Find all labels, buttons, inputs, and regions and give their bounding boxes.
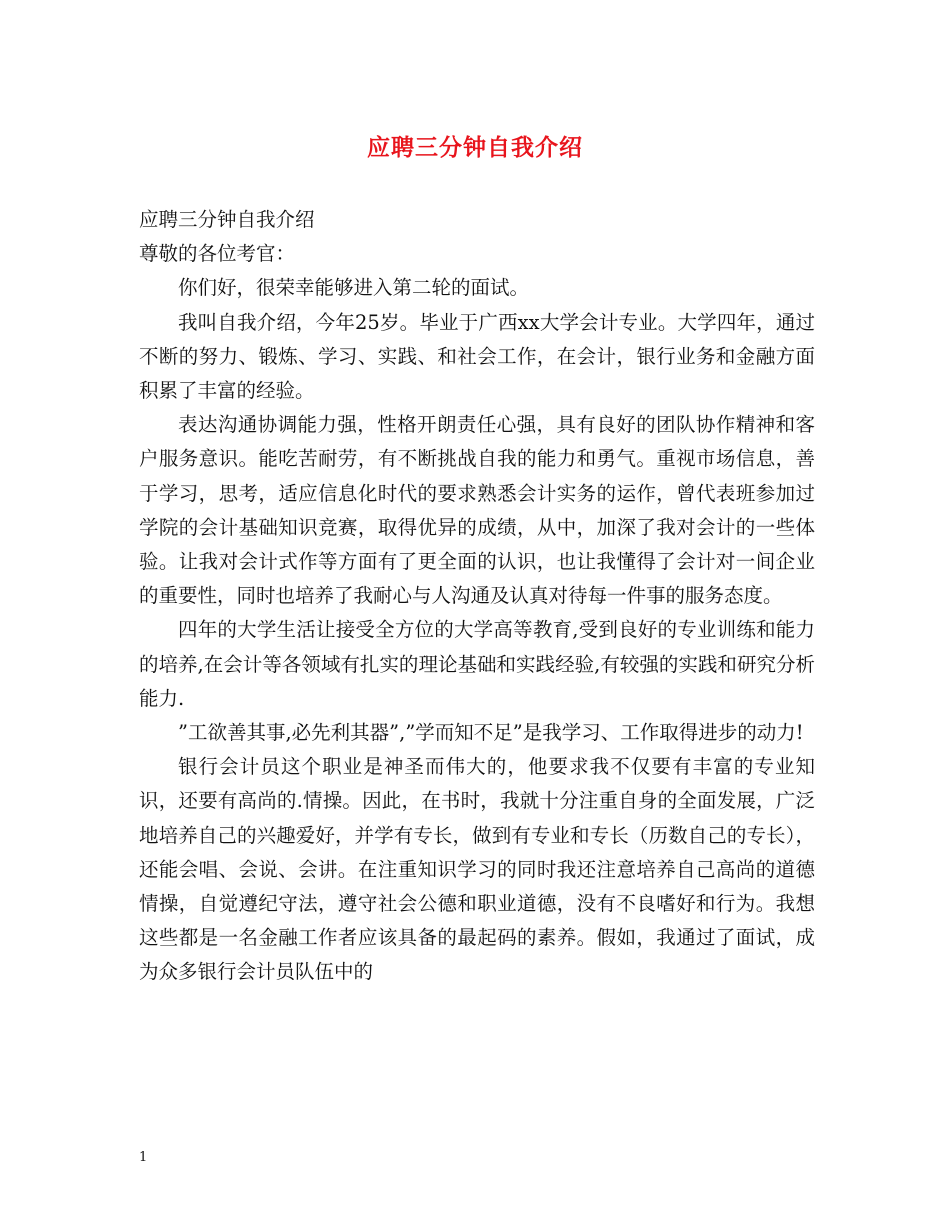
paragraph: 你们好，很荣幸能够进入第二轮的面试。 <box>178 276 530 300</box>
document-body <box>139 203 815 990</box>
paragraph: 四年的大学生活让接受全方位的大学高等教育,受到良好的专业训练和能力的培养,在会计等各领域有扎实的理论基础和实践经验,有较强的实践和研究分析能力. <box>139 618 815 710</box>
paragraph: ”工欲善其事,必先利其器”,”学而知不足”是我学习、工作取得进步的动力! <box>178 721 804 745</box>
paragraph: 应聘三分钟自我介绍 <box>139 208 315 231</box>
paragraph: 尊敬的各位考官： <box>139 242 296 266</box>
paragraph: 表达沟通协调能力强，性格开朗责任心强，具有良好的团队协作精神和客户服务意识。能吃苦耐劳，有不断挑战自我的能力和勇气。重视市场信息，善于学习，思考，适应信息化时代的要求熟悉会计实务的运作，曾代表班参加过学院的会计基础知识竞赛，取得优异的成绩，从中，加深了我对会计的一些体验。让我对会计式作等方面有了更全面的认识，也让我懂得了会计对一间企业的重要性，同时也培养了我耐心与人沟通及认真对待每一件事的服务态度。 <box>139 413 815 608</box>
paragraph: 我叫自我介绍，今年25岁。毕业于广西xx大学会计专业。大学四年，通过不断的努力、锻炼、学习、实践、和社会工作，在会计，银行业务和金融方面积累了丰富的经验。 <box>139 310 815 403</box>
paragraph: 银行会计员这个职业是神圣而伟大的，他要求我不仅要有丰富的专业知识，还要有高尚的.情操。因此，在书时，我就十分注重自身的全面发展，广泛地培养自己的兴趣爱好，并学有专长，做到有专业和专长（历数自己的专长），还能会唱、会说、会讲。在注重知识学习的同时我还注意培养自己高尚的道德情操，自觉遵纪守法，遵守社会公德和职业道德，没有不良嗜好和行为。我想这些都是一名金融工作者应该具备的最起码的素养。假如，我通过了面试，成为众多银行会计员队伍中的 <box>139 755 815 984</box>
page-number: 1 <box>139 1150 148 1165</box>
document-title: 应聘三分钟自我介绍 <box>367 134 583 161</box>
